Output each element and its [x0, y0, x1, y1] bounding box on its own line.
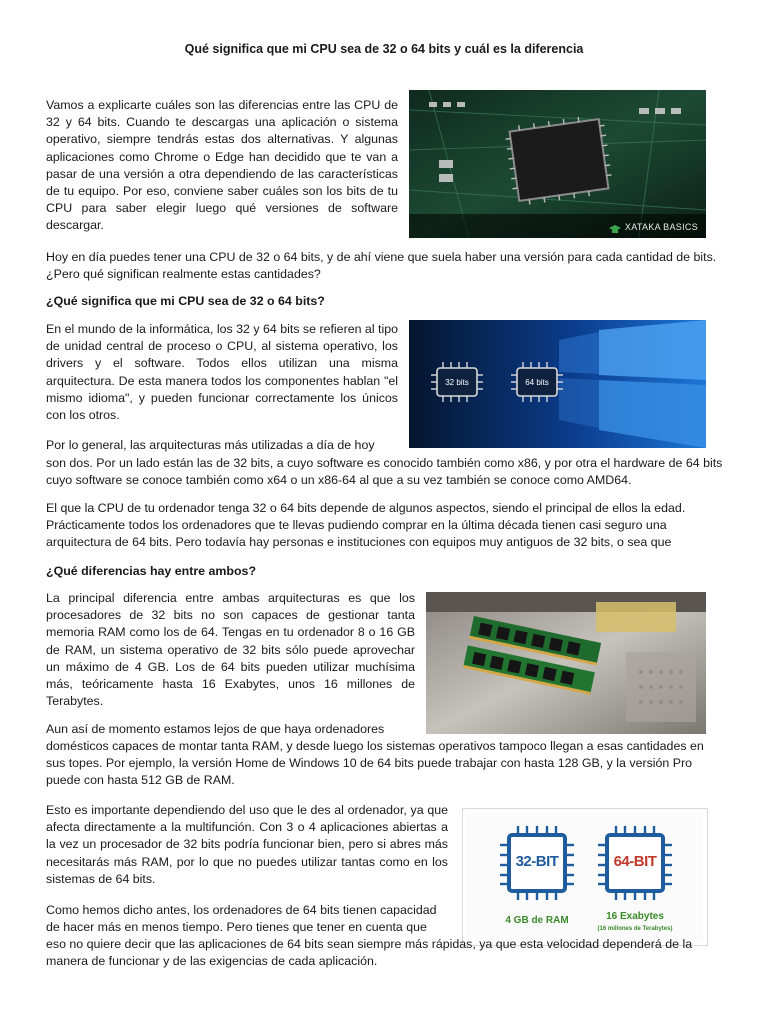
- paragraph-7a: Aun así de momento estamos lejos de que haya ordenadores: [46, 722, 385, 736]
- chip-64bit-label: 64-BIT: [613, 853, 657, 870]
- ram-photo: [426, 592, 706, 734]
- ram-4gb-caption: 4 GB de RAM: [505, 915, 569, 926]
- paragraph-9a: Como hemos dicho antes, los ordenadores de 64 bits tienen capacidad de hacer más en menos tiempo. Pero tienes que tener en cuenta que: [46, 903, 437, 935]
- page-title: Qué significa que mi CPU sea de 32 o 64 bits y cuál es la diferencia: [184, 42, 584, 56]
- paragraph-4b: son dos. Por un lado están las de 32 bits, a cuyo software es conocido también como x86, y por otra el hardware de 64 bits cuyo software se conoce también como x64 o un x86-64 al que a su vez también se conoce como AMD64.: [46, 456, 723, 488]
- paragraph-4a: Por lo general, las arquitecturas más utilizadas a día de hoy: [46, 438, 375, 452]
- section-heading-2: ¿Qué diferencias hay entre ambos?: [46, 564, 257, 578]
- chip-32-label: 32 bits: [445, 378, 469, 387]
- paragraph-9b: eso no quiere decir que las aplicaciones de 64 bits sean siempre más rápidas, ya que esta velocidad dependerá de la manera de funcionar y de las exigencias de cada aplicación.: [46, 937, 693, 969]
- paragraph-5: El que la CPU de tu ordenador tenga 32 o 64 bits depende de algunos aspectos, siendo el principal de ellos la edad. Prácticamente todos los ordenadores que te llevas pudiendo comprar en la última década tienen casi seguro una arquitectura de 64 bits. Pero todavía hay personas e instituciones con equipos muy antiguos de 32 bits, o sea que: [46, 501, 686, 550]
- paragraph-7b: domésticos capaces de montar tanta RAM, y desde luego los sistemas operativos tampoco llegan a esas cantidades en sus topes. Por ejemplo, la versión Home de Windows 10 de 64 bits puede trabajar con hasta 128 GB, y la versión Pro puede con hasta 512 GB de RAM.: [46, 739, 704, 788]
- chip-32bit-label: 32-BIT: [515, 853, 559, 870]
- windows-bits-image: [409, 320, 706, 448]
- exabytes-subcaption: (16 millones de Terabytes): [597, 926, 673, 932]
- bits-comparison-diagram: [462, 808, 708, 946]
- chip-photo: [409, 90, 706, 238]
- exabytes-caption: 16 Exabytes: [606, 911, 664, 922]
- paragraph-3: En el mundo de la informática, los 32 y 64 bits se refieren al tipo de unidad central de proceso o CPU, al sistema operativo, los drivers y el software. Todos ellos utilizan una misma arquitectura. De esta manera todos los componentes hablan "el mismo idioma", y pueden funcionar correctamente los únicos con los otros.: [46, 322, 398, 423]
- paragraph-6: La principal diferencia entre ambas arquitecturas es que los procesadores de 32 bits no son capaces de gestionar tanta memoria RAM como los de 64. Tengas en tu ordenador 8 o 16 GB de RAM, un sistema operativo de 32 bits sólo puede aprovechar un máximo de 4 GB. Los de 64 bits pueden utilizar muchísima más, teóricamente hasta 16 Exabytes, unos 16 millones de Terabytes.: [46, 591, 415, 709]
- chip-64-label: 64 bits: [525, 378, 549, 387]
- graduation-cap-icon: [609, 222, 621, 232]
- paragraph-intro: Vamos a explicarte cuáles son las diferencias entre las CPU de 32 y 64 bits. Cuando te descargas una aplicación o sistema operativo, siempre tendrás estas dos alternativas. Y algunas aplicaciones como Chrome o Edge han decidido que te van a pasar de una versión a otra dependiendo de las características de tu equipo. Por eso, conviene saber cuáles son los bits de tu CPU para saber elegir luego qué versiones de software descargar.: [46, 98, 398, 233]
- xataka-caption-text: XATAKA BASICS: [624, 222, 698, 232]
- section-heading-1: ¿Qué significa que mi CPU sea de 32 o 64 bits?: [46, 294, 325, 308]
- xataka-caption: [609, 222, 698, 232]
- paragraph-2: Hoy en día puedes tener una CPU de 32 o 64 bits, y de ahí viene que suela haber una versión para cada cantidad de bits. ¿Pero qué significan realmente estas cantidades?: [46, 250, 717, 282]
- paragraph-8: Esto es importante dependiendo del uso que le des al ordenador, ya que afecta directamente a la multifunción. Con 3 o 4 aplicaciones abiertas a la vez un procesador de 32 bits podría funcionar bien, pero si abres más necesitarás más RAM, por lo que no puedes utilizar tantas como en los sistemas de 64 bits.: [46, 803, 448, 886]
